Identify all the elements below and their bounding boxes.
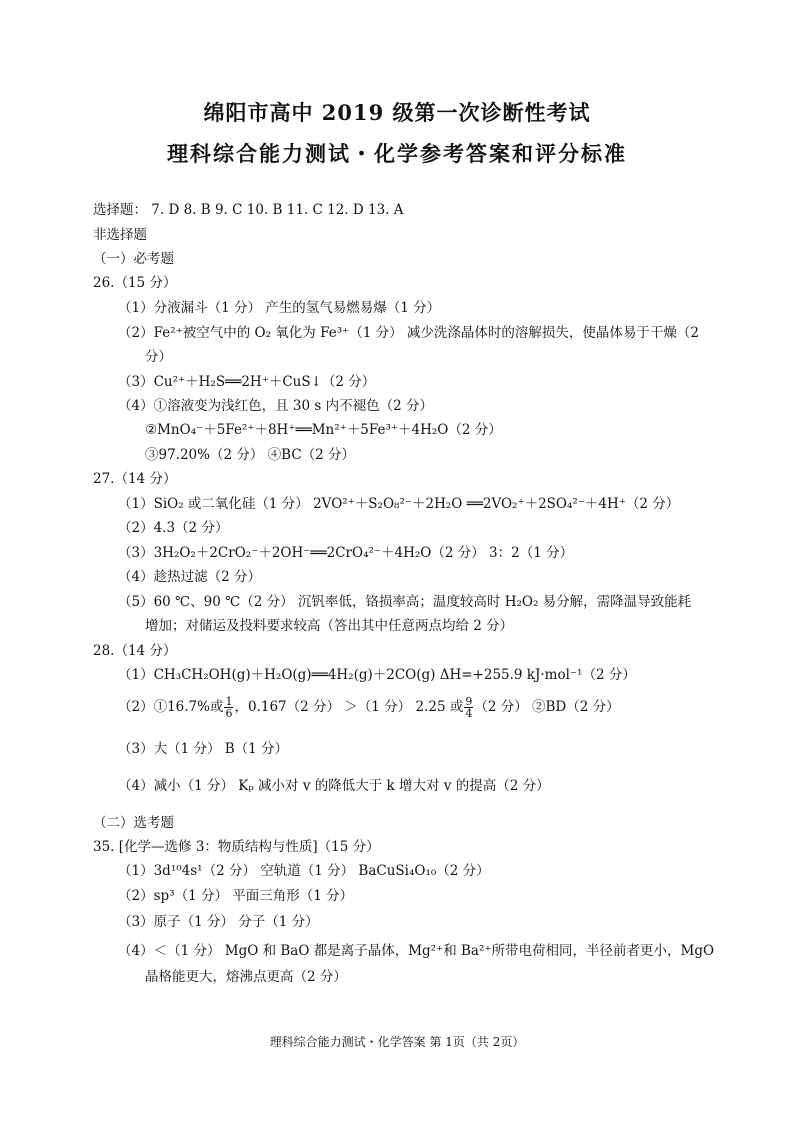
- page-footer: 理科综合能力测试・化学答案 第 1页（共 2页）: [269, 1035, 525, 1049]
- q35-part4-line2: 晶格能更大，熔沸点更高（2 分）: [145, 969, 347, 985]
- q26-part1: （1）分液漏斗（1 分） 产生的氢气易燃易爆（1 分）: [118, 300, 441, 316]
- q28-part2-end: （2 分） ②BD（2 分）: [474, 699, 620, 715]
- q27-part5-line2: 增加；对储运及投料要求较高（答出其中任意两点均给 2 分）: [145, 618, 514, 634]
- question-26-heading: 26.（15 分）: [93, 275, 177, 291]
- fraction-nine-fourths: $\frac{9}{4}$: [465, 695, 473, 720]
- q26-part4-line2: ②MnO₄⁻＋5Fe²⁺＋8H⁺══Mn²⁺＋5Fe³⁺＋4H₂O（2 分）: [145, 422, 502, 438]
- q35-part2: （2）sp³（1 分） 平面三角形（1 分）: [118, 888, 354, 904]
- q26-part3: （3）Cu²⁺＋H₂S══2H⁺＋CuS↓（2 分）: [118, 374, 376, 390]
- q28-part1: （1）CH₃CH₂OH(g)＋H₂O(g)══4H₂(g)＋2CO(g) ΔH=+255.9 kJ·mol⁻¹（2 分）: [118, 667, 636, 683]
- q27-part3: （3）3H₂O₂＋2CrO₂⁻＋2OH⁻══2CrO₄²⁻＋4H₂O（2 分） 3：2（1 分）: [118, 545, 574, 561]
- q26-part2-line2: 分）: [145, 349, 172, 365]
- q26-part4-line1: （4）①溶液变为浅红色，且 30 s 内不褪色（2 分）: [118, 398, 433, 414]
- section-required-heading: （一）必考题: [93, 251, 174, 267]
- q26-part2-line1: （2）Fe²⁺被空气中的 O₂ 氧化为 Fe³⁺（1 分） 减少洗涤晶体时的溶解损失，使晶体易于干燥（2: [118, 325, 700, 341]
- question-35-heading: 35. [化学—选修 3：物质结构与性质]（15 分）: [93, 839, 380, 855]
- q26-part4-line3: ③97.20%（2 分） ④BC（2 分）: [145, 447, 356, 463]
- q28-part4: （4）减小（1 分） Kₚ 减小对 v 的降低大于 k 增大对 v 的提高（2 分）: [118, 778, 550, 794]
- page-title: 绵阳市高中 2019 级第一次诊断性考试: [203, 100, 591, 125]
- question-28-heading: 28.（14 分）: [93, 643, 177, 659]
- non-choice-heading: 非选择题: [93, 227, 147, 243]
- multiple-choice-answers: 选择题： 7. D 8. B 9. C 10. B 11. C 12. D 13. A: [93, 202, 404, 218]
- question-27-heading: 27.（14 分）: [93, 471, 177, 487]
- q28-part2: [118, 696, 620, 719]
- q28-part2-start: （2）①16.7%或: [118, 699, 224, 715]
- q35-part4-line1: （4）＜（1 分） MgO 和 BaO 都是离子晶体，Mg²⁺和 Ba²⁺所带电荷相同，半径前者更小，MgO: [118, 943, 715, 959]
- q27-part1: （1）SiO₂ 或二氧化硅（1 分） 2VO²⁺＋S₂O₈²⁻＋2H₂O ══2VO₂⁺＋2SO₄²⁻＋4H⁺（2 分）: [118, 496, 680, 512]
- fraction-one-sixth: $\frac{1}{6}$: [225, 695, 233, 720]
- page-subtitle: 理科综合能力测试・化学参考答案和评分标准: [167, 141, 627, 166]
- q27-part4: （4）趁热过滤（2 分）: [118, 569, 261, 585]
- q27-part2: （2）4.3（2 分）: [118, 520, 229, 536]
- section-elective-heading: （二）选考题: [93, 815, 174, 831]
- q28-part2-middle: ，0.167（2 分） ＞（1 分） 2.25 或: [234, 699, 464, 715]
- q27-part5-line1: （5）60 ℃、90 ℃（2 分） 沉钒率低，铬损率高；温度较高时 H₂O₂ 易分解，需降温导致能耗: [118, 594, 692, 610]
- q35-part3: （3）原子（1 分） 分子（1 分）: [118, 914, 319, 930]
- q35-part1: （1）3d¹⁰4s¹（2 分） 空轨道（1 分） BaCuSi₄O₁₀（2 分）: [118, 863, 490, 879]
- q28-part3: （3）大（1 分） B（1 分）: [118, 741, 289, 757]
